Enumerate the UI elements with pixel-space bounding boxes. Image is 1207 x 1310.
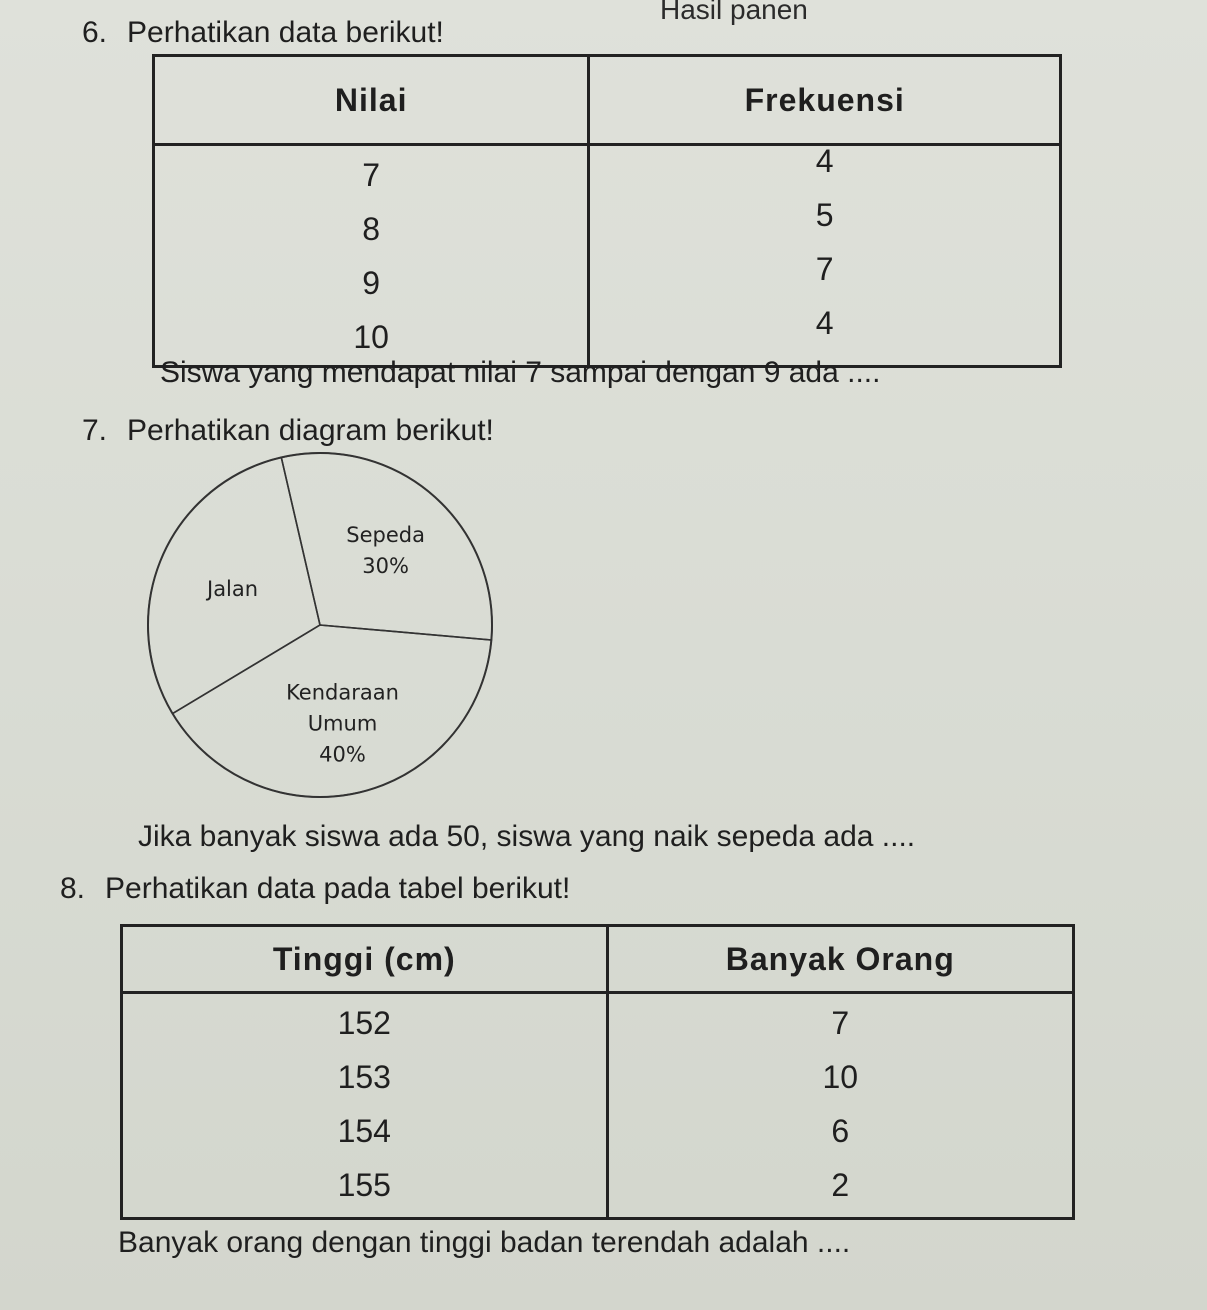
header-fragment: Hasil panen — [660, 0, 808, 25]
q8-tinggi-0: 152 — [337, 1005, 391, 1041]
q7-intro-text: Perhatikan diagram berikut! — [127, 414, 494, 447]
pie-label-0: Sepeda 30% — [346, 523, 425, 579]
pie-chart — [145, 450, 505, 810]
q8-header-banyak: Banyak Orang — [607, 926, 1073, 993]
q8-banyak-0: 7 — [831, 1005, 850, 1041]
q6-intro — [82, 16, 444, 50]
q8-tinggi-cell — [122, 993, 608, 1219]
q6-header-nilai: Nilai — [154, 56, 589, 145]
q6-nilai-3: 10 — [353, 319, 389, 355]
q8-header-tinggi: Tinggi (cm) — [122, 926, 608, 993]
q7-intro — [82, 414, 494, 448]
q6-table — [152, 54, 1062, 368]
q6-frekuensi-3: 4 — [815, 305, 834, 341]
q6-header-frekuensi: Frekuensi — [589, 56, 1061, 145]
q6-frekuensi-1: 5 — [815, 197, 834, 233]
q8-banyak-1: 10 — [822, 1059, 859, 1095]
q8-banyak-cell — [607, 993, 1073, 1219]
q8-question: Banyak orang dengan tinggi badan terendah adalah .... — [118, 1226, 851, 1259]
q6-frekuensi-cell — [589, 145, 1061, 367]
q6-nilai-cell — [154, 145, 589, 367]
q6-frekuensi-2: 7 — [815, 251, 834, 287]
pie-label-2: Jalan — [207, 576, 259, 601]
q6-nilai-1: 8 — [362, 211, 381, 247]
q8-number: 8. — [60, 872, 86, 905]
q6-nilai-0: 7 — [362, 157, 381, 193]
q8-intro-text: Perhatikan data pada tabel berikut! — [105, 872, 571, 905]
q7-number: 7. — [82, 414, 108, 447]
q6-intro-text: Perhatikan data berikut! — [127, 16, 444, 49]
q8-tinggi-1: 153 — [337, 1059, 391, 1095]
q8-banyak-2: 6 — [831, 1113, 850, 1149]
q6-question: Siswa yang mendapat nilai 7 sampai dengan 9 ada .... — [160, 356, 881, 389]
q8-banyak-3: 2 — [831, 1167, 850, 1203]
q6-nilai-2: 9 — [362, 265, 381, 301]
q8-table — [120, 924, 1075, 1220]
q6-frekuensi-0: 4 — [815, 143, 834, 179]
pie-label-1: Kendaraan Umum 40% — [286, 680, 399, 767]
pie-chart-svg — [145, 450, 505, 810]
q6-number: 6. — [82, 16, 108, 49]
q8-tinggi-2: 154 — [337, 1113, 391, 1149]
q7-question: Jika banyak siswa ada 50, siswa yang naik sepeda ada .... — [138, 820, 916, 853]
q8-tinggi-3: 155 — [337, 1167, 391, 1203]
q8-intro — [60, 872, 570, 906]
